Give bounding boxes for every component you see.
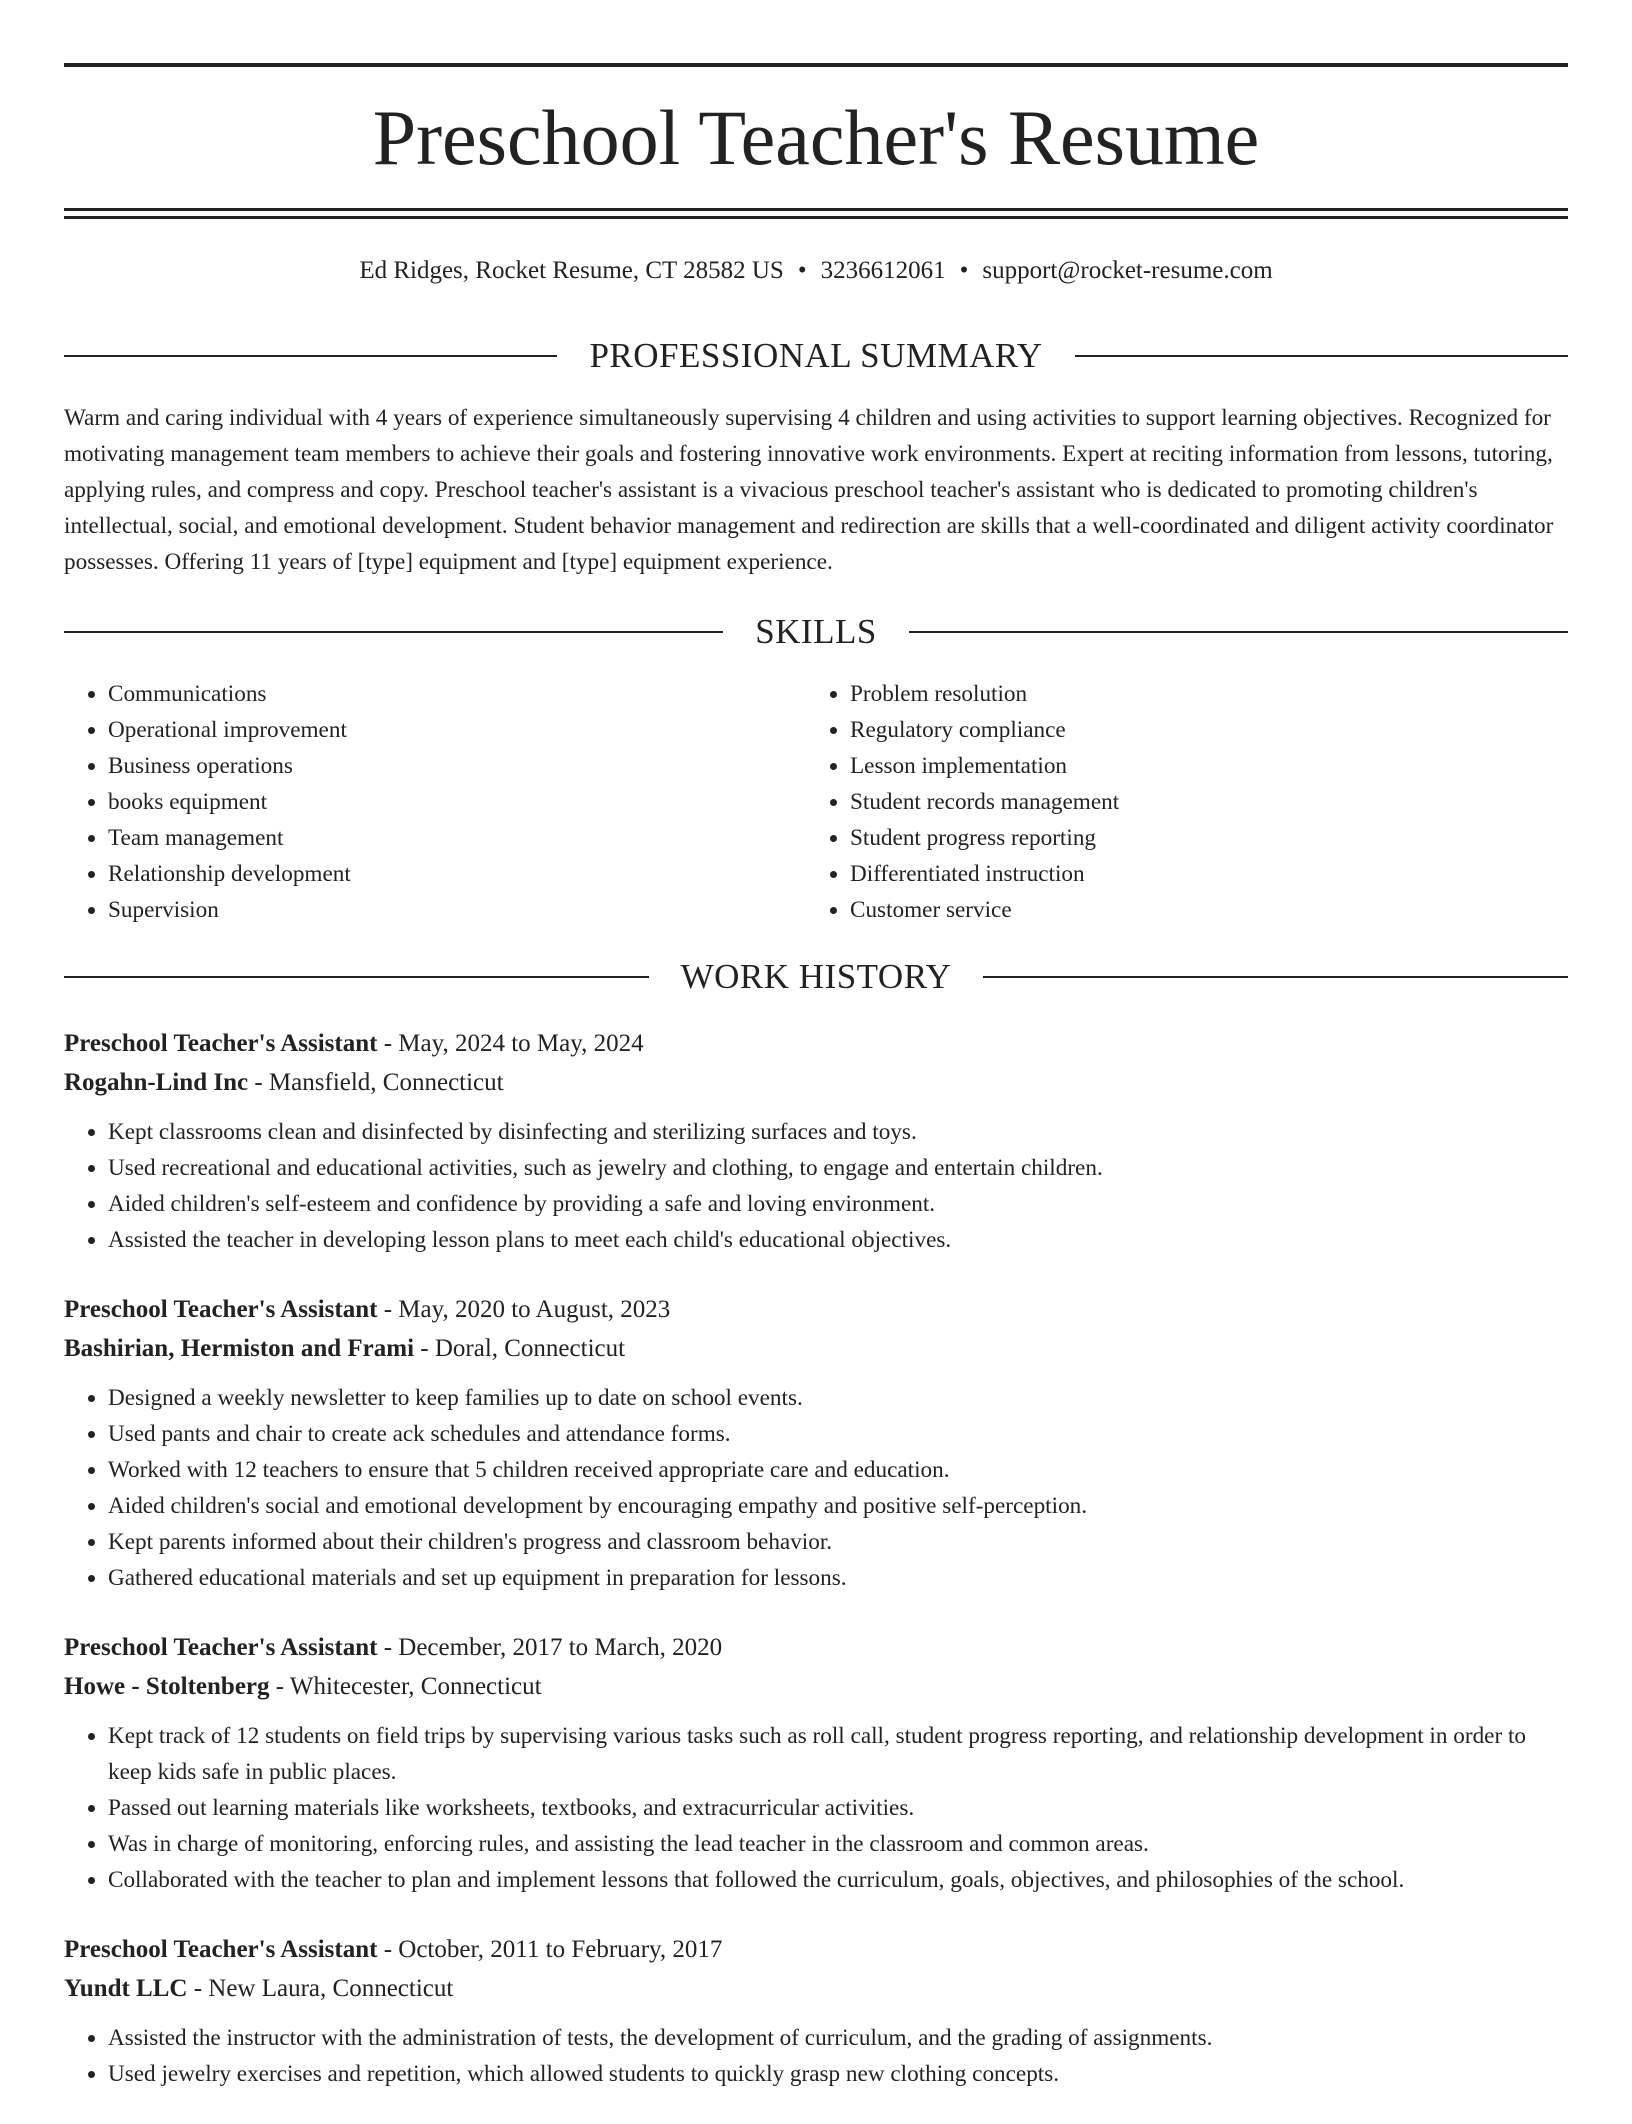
contact-separator: • [959,257,969,284]
skill-item: • Student records management [850,784,1550,820]
skills-list [64,676,1568,928]
resume-title: Preschool Teacher's Resume [372,94,1260,181]
heading-rule [64,631,723,633]
job-bullet: • Used recreational and educational activities, such as jewelry and clothing, to engage and entertain children. [108,1150,1568,1186]
job-entry [64,1628,1568,1898]
job-company-line [64,1969,1568,2008]
job-title: Preschool Teacher's Assistant [64,1030,378,1057]
contact-phone: 3236612061 [820,257,946,284]
job-bullet: • Assisted the instructor with the administration of tests, the development of curriculum, and the grading of assignments. [108,2020,1568,2056]
job-title: Preschool Teacher's Assistant [64,1634,378,1661]
job-location: - New Laura, Connecticut [187,1975,454,2002]
job-title-line [64,1930,1568,1969]
skill-item: • books equipment [108,784,806,820]
section-heading-summary [64,334,1568,378]
job-dates: - December, 2017 to March, 2020 [377,1634,723,1661]
job-title-line [64,1024,1568,1063]
skill-item: • Team management [108,820,806,856]
job-company-line [64,1667,1568,1706]
heading-rule [1075,355,1568,357]
job-bullets [64,1380,1568,1596]
job-bullet: • Was in charge of monitoring, enforcing rules, and assisting the lead teacher in the classroom and common areas. [108,1826,1568,1862]
work-history-list [64,1024,1568,2124]
heading-rule [909,631,1568,633]
skill-item: • Supervision [108,892,806,928]
top-rule [64,63,1568,67]
job-title-line [64,1290,1568,1329]
job-bullet: • Gathered educational materials and set up equipment in preparation for lessons. [108,1560,1568,1596]
heading-rule [64,976,649,978]
job-company: Bashirian, Hermiston and Frami [64,1335,415,1362]
job-title: Preschool Teacher's Assistant [64,1296,378,1323]
skill-item: • Problem resolution [850,676,1550,712]
job-bullet: • Used jewelry exercises and repetition, which allowed students to quickly grasp new clothing concepts. [108,2056,1568,2092]
job-bullet: • Aided children's social and emotional development by encouraging empathy and positive self-perception. [108,1488,1568,1524]
job-bullet: • Assisted the teacher in developing lesson plans to meet each child's educational objectives. [108,1222,1568,1258]
job-location: - Mansfield, Connecticut [248,1069,504,1096]
job-location: - Doral, Connecticut [414,1335,626,1362]
job-entry [64,1290,1568,1596]
skill-item: • Relationship development [108,856,806,892]
job-company: Yundt LLC [64,1975,188,2002]
job-company-line [64,1329,1568,1368]
skill-item: • Student progress reporting [850,820,1550,856]
job-dates: - May, 2024 to May, 2024 [377,1030,644,1057]
job-company-line [64,1063,1568,1102]
job-bullet: • Kept parents informed about their children's progress and classroom behavior. [108,1524,1568,1560]
skills-column-right [806,676,1550,928]
job-title-line [64,1628,1568,1667]
section-title: WORK HISTORY [680,957,952,996]
job-dates: - May, 2020 to August, 2023 [377,1296,671,1323]
job-bullet: • Aided children's self-esteem and confidence by providing a safe and loving environment. [108,1186,1568,1222]
job-bullet: • Designed a weekly newsletter to keep families up to date on school events. [108,1380,1568,1416]
job-location: - Whitecester, Connecticut [269,1673,542,1700]
job-company: Howe - Stoltenberg [64,1673,270,1700]
job-title: Preschool Teacher's Assistant [64,1936,378,1963]
section-heading-skills [64,610,1568,654]
skill-item: • Business operations [108,748,806,784]
heading-rule [64,355,557,357]
job-entry [64,1024,1568,1258]
skills-column-left [64,676,806,928]
contact-address: Ed Ridges, Rocket Resume, CT 28582 US [359,257,784,284]
title-rule-upper [64,208,1568,211]
contact-line [64,253,1568,289]
contact-email: support@rocket-resume.com [982,257,1273,284]
section-heading-work [64,955,1568,999]
skill-item: • Customer service [850,892,1550,928]
title-rule-lower [64,216,1568,219]
job-company: Rogahn-Lind Inc [64,1069,249,1096]
job-bullet: • Kept classrooms clean and disinfected by disinfecting and sterilizing surfaces and toys. [108,1114,1568,1150]
skill-item: • Communications [108,676,806,712]
job-bullets [64,1718,1568,1898]
job-bullet: • Kept track of 12 students on field trips by supervising various tasks such as roll call, student progress reporting, and relationship development in order to keep kids safe in public places. [108,1718,1568,1790]
contact-separator: • [797,257,807,284]
job-entry [64,1930,1568,2092]
section-title: PROFESSIONAL SUMMARY [589,336,1043,375]
skill-item: • Lesson implementation [850,748,1550,784]
job-bullet: • Used pants and chair to create ack schedules and attendance forms. [108,1416,1568,1452]
summary-text: Warm and caring individual with 4 years of experience simultaneously supervising 4 children and using activities to support learning objectives. Recognized for motivating management team members to achieve their goals and fostering innovative work environments. Expert at reciting information from lessons, tutoring, applying rules, and compress and copy. Preschool teacher's assistant is a vivacious preschool teacher's assistant who is dedicated to promoting children's intellectual, social, and emotional development. Student behavior management and redirection are skills that a well-coordinated and diligent activity coordinator possesses. Offering 11 years of [type] equipment and [type] equipment experience. [64,405,1554,575]
skill-item: • Differentiated instruction [850,856,1550,892]
job-bullets [64,2020,1568,2092]
heading-rule [983,976,1568,978]
job-bullet: • Collaborated with the teacher to plan and implement lessons that followed the curriculum, goals, objectives, and philosophies of the school. [108,1862,1568,1898]
skill-item: • Regulatory compliance [850,712,1550,748]
job-bullet: • Passed out learning materials like worksheets, textbooks, and extracurricular activities. [108,1790,1568,1826]
section-title: SKILLS [755,612,877,651]
job-dates: - October, 2011 to February, 2017 [377,1936,723,1963]
job-bullet: • Worked with 12 teachers to ensure that 5 children received appropriate care and education. [108,1452,1568,1488]
skill-item: • Operational improvement [108,712,806,748]
job-bullets [64,1114,1568,1258]
